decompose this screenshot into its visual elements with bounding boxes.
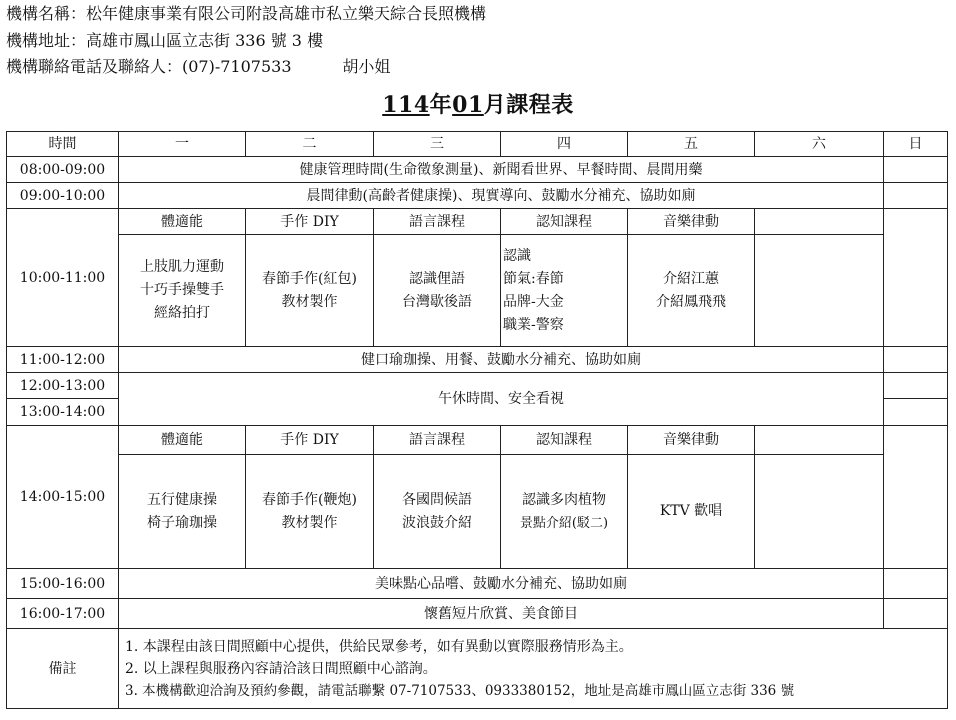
notes-label: 備註 <box>7 629 119 709</box>
activity-cell: 晨間律動(高齡者健康操)、現實導向、鼓勵水分補充、協助如廁 <box>119 183 884 209</box>
time-cell: 14:00-15:00 <box>7 426 119 569</box>
table-row <box>7 157 948 183</box>
course-mon: 上肢肌力運動 十巧手操雙手 經絡拍打 <box>140 259 224 321</box>
course-tue: 春節手作(紅包) 教材製作 <box>262 270 357 310</box>
col-thu: 四 <box>501 132 628 157</box>
time-cell: 12:00-13:00 <box>7 373 119 399</box>
header-row <box>7 132 948 157</box>
course-thu: 認識 節氣:春節 品牌-大金 職業-警察 <box>503 247 564 333</box>
title-year-suffix: 年 <box>429 92 453 118</box>
title-year: 114 <box>382 92 430 118</box>
empty-cell <box>755 426 884 455</box>
activity-cell: 懷舊短片欣賞、美食節目 <box>119 599 884 629</box>
activity-cell: 午休時間、安全看視 <box>119 373 884 426</box>
category-cell: 手作 DIY <box>246 426 374 455</box>
table-row <box>7 599 948 629</box>
course-cell <box>501 235 628 347</box>
course-cell <box>119 235 246 347</box>
empty-cell <box>884 373 948 399</box>
activity-cell: 美味點心品嚐、鼓勵水分補充、協助如廁 <box>119 569 884 599</box>
col-time: 時間 <box>7 132 119 157</box>
title-month-suffix: 月課程表 <box>483 92 574 118</box>
table-row <box>7 235 948 347</box>
course-cell <box>628 235 755 347</box>
empty-cell <box>884 399 948 426</box>
time-cell: 09:00-10:00 <box>7 183 119 209</box>
table-row <box>7 426 948 455</box>
time-cell: 16:00-17:00 <box>7 599 119 629</box>
empty-cell <box>755 235 884 347</box>
time-cell: 10:00-11:00 <box>7 209 119 347</box>
page-title <box>0 88 956 119</box>
course-thu-line2: 景點介紹(駁二) <box>519 515 609 531</box>
notes-row <box>7 629 948 709</box>
category-cell: 認知課程 <box>501 209 628 235</box>
table-row <box>7 209 948 235</box>
title-month: 01 <box>452 92 484 118</box>
note-item: 2. 以上課程與服務內容請洽該日間照顧中心諮詢。 <box>125 660 437 677</box>
category-cell: 音樂律動 <box>628 426 755 455</box>
schedule-table <box>6 131 948 709</box>
time-cell: 11:00-12:00 <box>7 347 119 373</box>
course-wed: 各國問候語 波浪鼓介紹 <box>402 491 472 531</box>
course-cell <box>628 455 755 569</box>
col-sat: 六 <box>755 132 884 157</box>
category-cell: 手作 DIY <box>246 209 374 235</box>
empty-cell <box>884 183 948 209</box>
category-cell: 語言課程 <box>374 426 501 455</box>
empty-cell <box>884 157 948 183</box>
course-mon: 五行健康操 椅子瑜珈操 <box>147 491 217 531</box>
course-cell <box>374 235 501 347</box>
col-wed: 三 <box>374 132 501 157</box>
org-contact: 機構聯絡電話及聯絡人：(07)-7107533 胡小姐 <box>6 57 391 76</box>
col-fri: 五 <box>628 132 755 157</box>
activity-cell: 健康管理時間(生命徵象測量)、新聞看世界、早餐時間、晨間用藥 <box>119 157 884 183</box>
empty-cell <box>755 209 884 235</box>
table-row <box>7 455 948 569</box>
category-cell: 體適能 <box>119 426 246 455</box>
table-row <box>7 569 948 599</box>
empty-cell <box>884 347 948 373</box>
org-address: 機構地址：高雄市鳳山區立志街 336 號 3 樓 <box>6 31 324 50</box>
time-cell: 08:00-09:00 <box>7 157 119 183</box>
category-cell: 認知課程 <box>501 426 628 455</box>
table-row <box>7 183 948 209</box>
category-cell: 體適能 <box>119 209 246 235</box>
course-cell <box>246 235 374 347</box>
empty-cell <box>884 569 948 599</box>
col-mon: 一 <box>119 132 246 157</box>
course-thu-line1: 認識多肉植物 <box>522 491 606 508</box>
empty-cell <box>884 599 948 629</box>
col-tue: 二 <box>246 132 374 157</box>
empty-cell <box>884 209 948 347</box>
course-cell <box>374 455 501 569</box>
empty-cell <box>755 455 884 569</box>
org-name: 機構名稱：松年健康事業有限公司附設高雄市私立樂天綜合長照機構 <box>6 4 487 23</box>
notes-cell <box>119 629 948 709</box>
table-row <box>7 347 948 373</box>
course-fri: KTV 歡唱 <box>659 503 723 519</box>
category-cell: 音樂律動 <box>628 209 755 235</box>
note-item: 1. 本課程由該日間照顧中心提供，供給民眾參考，如有異動以實際服務情形為主。 <box>125 638 633 655</box>
course-cell <box>119 455 246 569</box>
table-row <box>7 373 948 399</box>
course-cell <box>246 455 374 569</box>
course-cell <box>501 455 628 569</box>
col-sun: 日 <box>884 132 948 157</box>
note-item: 3. 本機構歡迎洽詢及預約參觀，請電話聯繫 07-7107533、0933380152，地址是高雄市鳳山區立志街 336 號 <box>125 682 795 699</box>
time-cell: 13:00-14:00 <box>7 399 119 426</box>
activity-cell: 健口瑜珈操、用餐、鼓勵水分補充、協助如廁 <box>119 347 884 373</box>
course-wed: 認識俚語 台灣歇後語 <box>402 270 472 310</box>
category-cell: 語言課程 <box>374 209 501 235</box>
course-fri: 介紹江蕙 介紹鳳飛飛 <box>656 270 726 310</box>
empty-cell <box>884 426 948 569</box>
time-cell: 15:00-16:00 <box>7 569 119 599</box>
course-tue: 春節手作(鞭炮) 教材製作 <box>262 491 357 531</box>
